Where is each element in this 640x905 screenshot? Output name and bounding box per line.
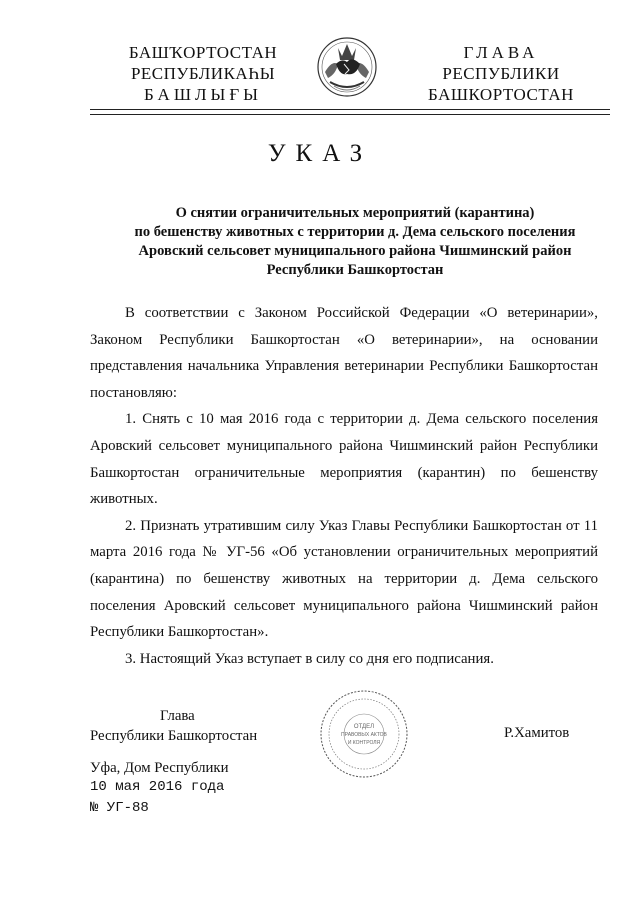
clause-2-paragraph: 2. Признать утратившим силу Указ Главы Республики Башкортостан от 11 марта 2016 года № УГ-56 «Об установлении ограничительных мероприятий (карантина) по бешенству животных на территории д. Дема сельского поселения Аровский сельсовет муниципального района Чишминский район Республики Башкортостан». [90,517,598,641]
document-body [90,300,598,672]
svg-text:ПРАВОВЫХ АКТОВ: ПРАВОВЫХ АКТОВ [341,732,387,738]
header-left-line1: БАШҠОРТОСТАН [128,43,278,62]
header-right-line3: БАШКОРТОСТАН [428,85,574,104]
clause-3-paragraph: 3. Настоящий Указ вступает в силу со дня его подписания. [125,650,494,667]
header-left-line2: РЕСПУБЛИКАҺЫ [130,64,276,83]
header-divider-thin [90,114,610,115]
subject-line: О снятии ограничительных мероприятий (карантина) [175,205,535,221]
header-right-line2: РЕСПУБЛИКИ [442,64,560,83]
header-right-line1: ГЛАВА [463,43,539,62]
official-stamp-icon [318,688,410,780]
preamble-paragraph: В соответствии с Законом Российской Федерации «О ветеринарии», Законом Республики Башкортостан «О ветеринарии», на основании представления начальника Управления ветеринарии Республики Башкортостан постановляю: [90,305,598,401]
signing-date: 10 мая 2016 года [90,779,225,795]
signatory-title-line1: Глава [160,708,195,724]
signatory-title-line2: Республики Башкортостан [90,728,258,744]
svg-text:И КОНТРОЛЯ: И КОНТРОЛЯ [347,740,381,746]
document-subject [100,204,610,280]
clause-1-paragraph: 1. Снять с 10 мая 2016 года с территории д. Дема сельского поселения Аровский сельсовет муниципального района Чишминский район Республики Башкортостан ограничительные мероприятия (карантин) по бешенству животных. [90,411,598,508]
header-left-line3: БАШЛЫҒЫ [144,85,262,104]
subject-line: Республики Башкортостан [266,262,444,278]
header-bashkir-title [110,42,296,105]
subject-line: по бешенству животных с территории д. Дема сельского поселения [134,224,576,240]
signatory-title [90,706,257,746]
place-of-signing: Уфа, Дом Республики [90,760,229,776]
coat-of-arms-icon [316,34,378,100]
document-type-title: УКАЗ [267,140,373,167]
subject-line: Аровский сельсовет муниципального района Чишминский район [138,243,572,259]
header-divider-thick [90,109,610,110]
signatory-name: Р.Хамитов [504,725,570,741]
svg-text:ОТДЕЛ: ОТДЕЛ [353,724,375,730]
header-russian-title [416,42,586,105]
decree-number: № УГ-88 [90,800,149,816]
